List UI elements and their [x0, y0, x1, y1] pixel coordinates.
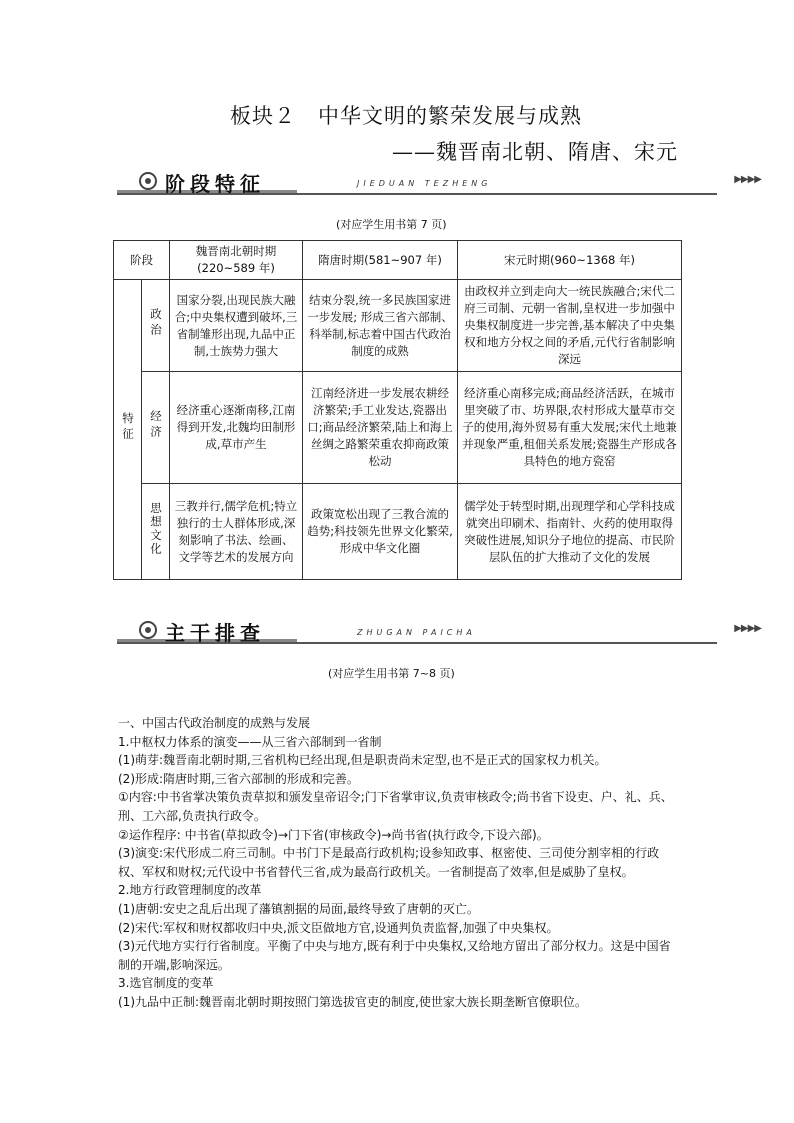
features-table: [113, 240, 682, 580]
table-cell: 江南经济进一步发展农耕经济繁荣;手工业发达,瓷器出口;商品经济繁荣,陆上和海上丝绸之路繁荣重农抑商政策松动: [303, 372, 458, 484]
page-reference: (对应学生用书第 7~8 页): [328, 667, 455, 680]
paragraph: 1.中枢权力体系的演变——从三省六部制到一省制: [118, 734, 382, 749]
paragraph: (2)形成:隋唐时期,三省六部制的形成和完善。: [118, 771, 359, 786]
paragraph: 3.选官制度的变革: [118, 976, 214, 991]
aspect-cell: [142, 484, 170, 580]
table-cell: 国家分裂,出现民族大融合;中央集权遭到破坏,三省制雏形出现,九品中正制,士族势力强大: [170, 280, 303, 372]
paragraph: ①内容:中书省掌决策负责草拟和颁发皇帝诏令;门下省掌审议,负责审核政令;尚书省下设吏、户、礼、兵、刑、工六部,负责执行政令。: [118, 790, 673, 823]
section-banner-jieduan: [117, 168, 777, 196]
header-cell: 隋唐时期(581~907 年): [303, 241, 458, 280]
paragraph: 2.地方行政管理制度的改革: [118, 883, 262, 898]
paragraph: ②运作程序: 中书省(草拟政令)→门下省(审核政令)→尚书省(执行政令,下设六部)。: [118, 827, 549, 842]
aspect-cell: [142, 372, 170, 484]
table-cell: 政策宽松出现了三教合流的趋势;科技领先世界文化繁荣,形成中华文化圈: [303, 484, 458, 580]
table-row: [114, 280, 682, 372]
header-cell: [170, 241, 303, 280]
header-cell: 宋元时期(960~1368 年): [458, 241, 682, 280]
table-cell: 三教并行,儒学危机;特立独行的士人群体形成,深刻影响了书法、绘画、文学等艺术的发展方向: [170, 484, 303, 580]
paragraph: (1)唐朝:安史之乱后出现了藩镇割据的局面,最终导致了唐朝的灭亡。: [118, 901, 479, 916]
feature-label: [114, 280, 142, 580]
paragraph: (2)宋代:军权和财权都收归中央,派文臣做地方官,设通判负责监督,加强了中央集权。: [118, 920, 559, 935]
arrows-icon: ▶▶▶▶: [734, 174, 761, 185]
paragraph: (3)元代地方实行行省制度。平衡了中央与地方,既有利于中央集权,又给地方留出了部分权力。这是中国省制的开端,影响深远。: [118, 939, 671, 972]
title-line2: ——魏晋南北朝、隋唐、宋元: [392, 140, 678, 164]
bullet-circle-icon: [139, 172, 157, 190]
paragraph: (1)九品中正制:魏晋南北朝时期按照门第选拔官吏的制度,使世家大族长期垄断官僚职位。: [118, 994, 587, 1009]
main-text: [118, 714, 678, 1012]
section-banner-zhugan: [117, 617, 777, 645]
aspect-label: 政治: [149, 307, 163, 339]
table-cell: 由政权并立到走向大一统民族融合;宋代二府三司制、元朝一省制,皇权进一步加强中央集权制度进一步完善,基本解决了中央集权和地方分权之间的矛盾,元代行省制影响深远: [458, 280, 682, 372]
table-cell: 经济重心南移完成;商品经济活跃，在城市里突破了市、坊界限,农村形成大量草市交子的使用,海外贸易有重大发展;宋代土地兼并现象严重,租佃关系发展;瓷器生产形成各具特色的地方瓷窑: [458, 372, 682, 484]
feature-label-text: 特征: [121, 411, 135, 443]
aspect-label: 思想文化: [149, 502, 163, 556]
arrows-icon: ▶▶▶▶: [734, 623, 761, 634]
header-cell-line: (220~589 年): [197, 261, 275, 275]
header-cell-line: 魏晋南北朝时期: [195, 244, 277, 258]
bullet-circle-icon: [139, 621, 157, 639]
table-cell: 经济重心逐渐南移,江南得到开发,北魏均田制形成,草市产生: [170, 372, 303, 484]
header-cell: 阶段: [114, 241, 170, 280]
table-row: [114, 484, 682, 580]
paragraph: (1)萌芽:魏晋南北朝时期,三省机构已经出现,但是职责尚未定型,也不是正式的国家权力机关。: [118, 753, 607, 768]
paragraph: 一、中国古代政治制度的成熟与发展: [118, 716, 311, 730]
table-cell: 结束分裂,统一多民族国家进一步发展; 形成三省六部制、科举制,标志着中国古代政治制度的成熟: [303, 280, 458, 372]
table-header-row: [114, 241, 682, 280]
table-cell: 儒学处于转型时期,出现理学和心学科技成就突出印刷术、指南针、火药的使用取得突破性进展,知识分子地位的提高、市民阶层队伍的扩大推动了文化的发展: [458, 484, 682, 580]
section-heading: 阶段特征: [165, 172, 265, 196]
section-pinyin: JIEDUAN TEZHENG: [357, 179, 492, 188]
aspect-label: 经济: [149, 409, 163, 441]
section-pinyin: ZHUGAN PAICHA: [357, 628, 476, 637]
page-reference: (对应学生用书第 7 页): [336, 218, 447, 231]
table-row: [114, 372, 682, 484]
title-line1: 板块２ 中华文明的繁荣发展与成熟: [230, 104, 582, 128]
section-heading: 主干排查: [165, 621, 265, 645]
aspect-cell: [142, 280, 170, 372]
paragraph: (3)演变:宋代形成二府三司制。中书门下是最高行政机构;设参知政事、枢密使、三司使分割宰相的行政权、军权和财权;元代设中书省替代三省,成为最高行政机关。一省制提高了效率,但是威胁了皇权。: [118, 846, 660, 879]
